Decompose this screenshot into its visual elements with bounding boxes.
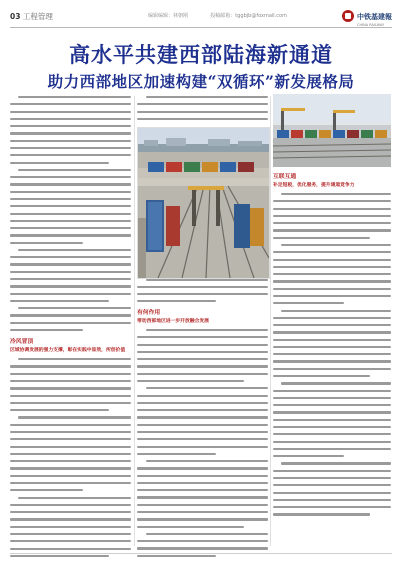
logo-text: 中铁基建報 bbox=[357, 13, 392, 21]
footer-divider bbox=[10, 553, 392, 554]
section-subheading-middle: 带动西部地区进一步开放融合发展 bbox=[137, 319, 209, 324]
newspaper-logo bbox=[342, 8, 392, 27]
page-section-label bbox=[10, 11, 53, 22]
header-divider bbox=[10, 27, 392, 28]
section-heading-right: 互联互通 bbox=[273, 174, 297, 180]
page-number: 03 bbox=[10, 12, 21, 21]
logo-emblem-icon bbox=[342, 10, 354, 22]
column-middle-top bbox=[137, 96, 268, 125]
section-subheading-left: 区域协调发展的强力支撑，彰在实践中显效，所创价值 bbox=[10, 348, 126, 354]
column-right bbox=[273, 170, 391, 521]
column-divider bbox=[134, 96, 135, 546]
section-heading-middle: 有何作用 bbox=[137, 310, 161, 316]
section-name: 工程管理 bbox=[22, 12, 53, 21]
column-left bbox=[10, 96, 131, 562]
article-subtitle: 助力西部地区加速构建“双循环”新发展格局 bbox=[47, 72, 355, 91]
header-meta bbox=[148, 12, 287, 19]
editor-credit: 编辑编辑：林朝刚 bbox=[148, 13, 189, 19]
article-title: 高水平共建西部陆海新通道 bbox=[69, 42, 333, 67]
contact-email: 投稿邮箱：tggbjb@foxmail.com bbox=[210, 13, 287, 19]
article-photo-yard bbox=[137, 127, 270, 279]
column-middle-lower bbox=[137, 302, 268, 562]
section-heading-left: 冷风冒顶 bbox=[10, 339, 34, 346]
section-subheading-right: 补足短板，优化服务，提升通道竞争力 bbox=[273, 183, 355, 188]
page-header bbox=[10, 8, 392, 26]
column-divider bbox=[270, 96, 271, 546]
article-photo-port bbox=[273, 94, 391, 167]
logo-subtext: CHINA RAILWAY bbox=[357, 23, 385, 27]
